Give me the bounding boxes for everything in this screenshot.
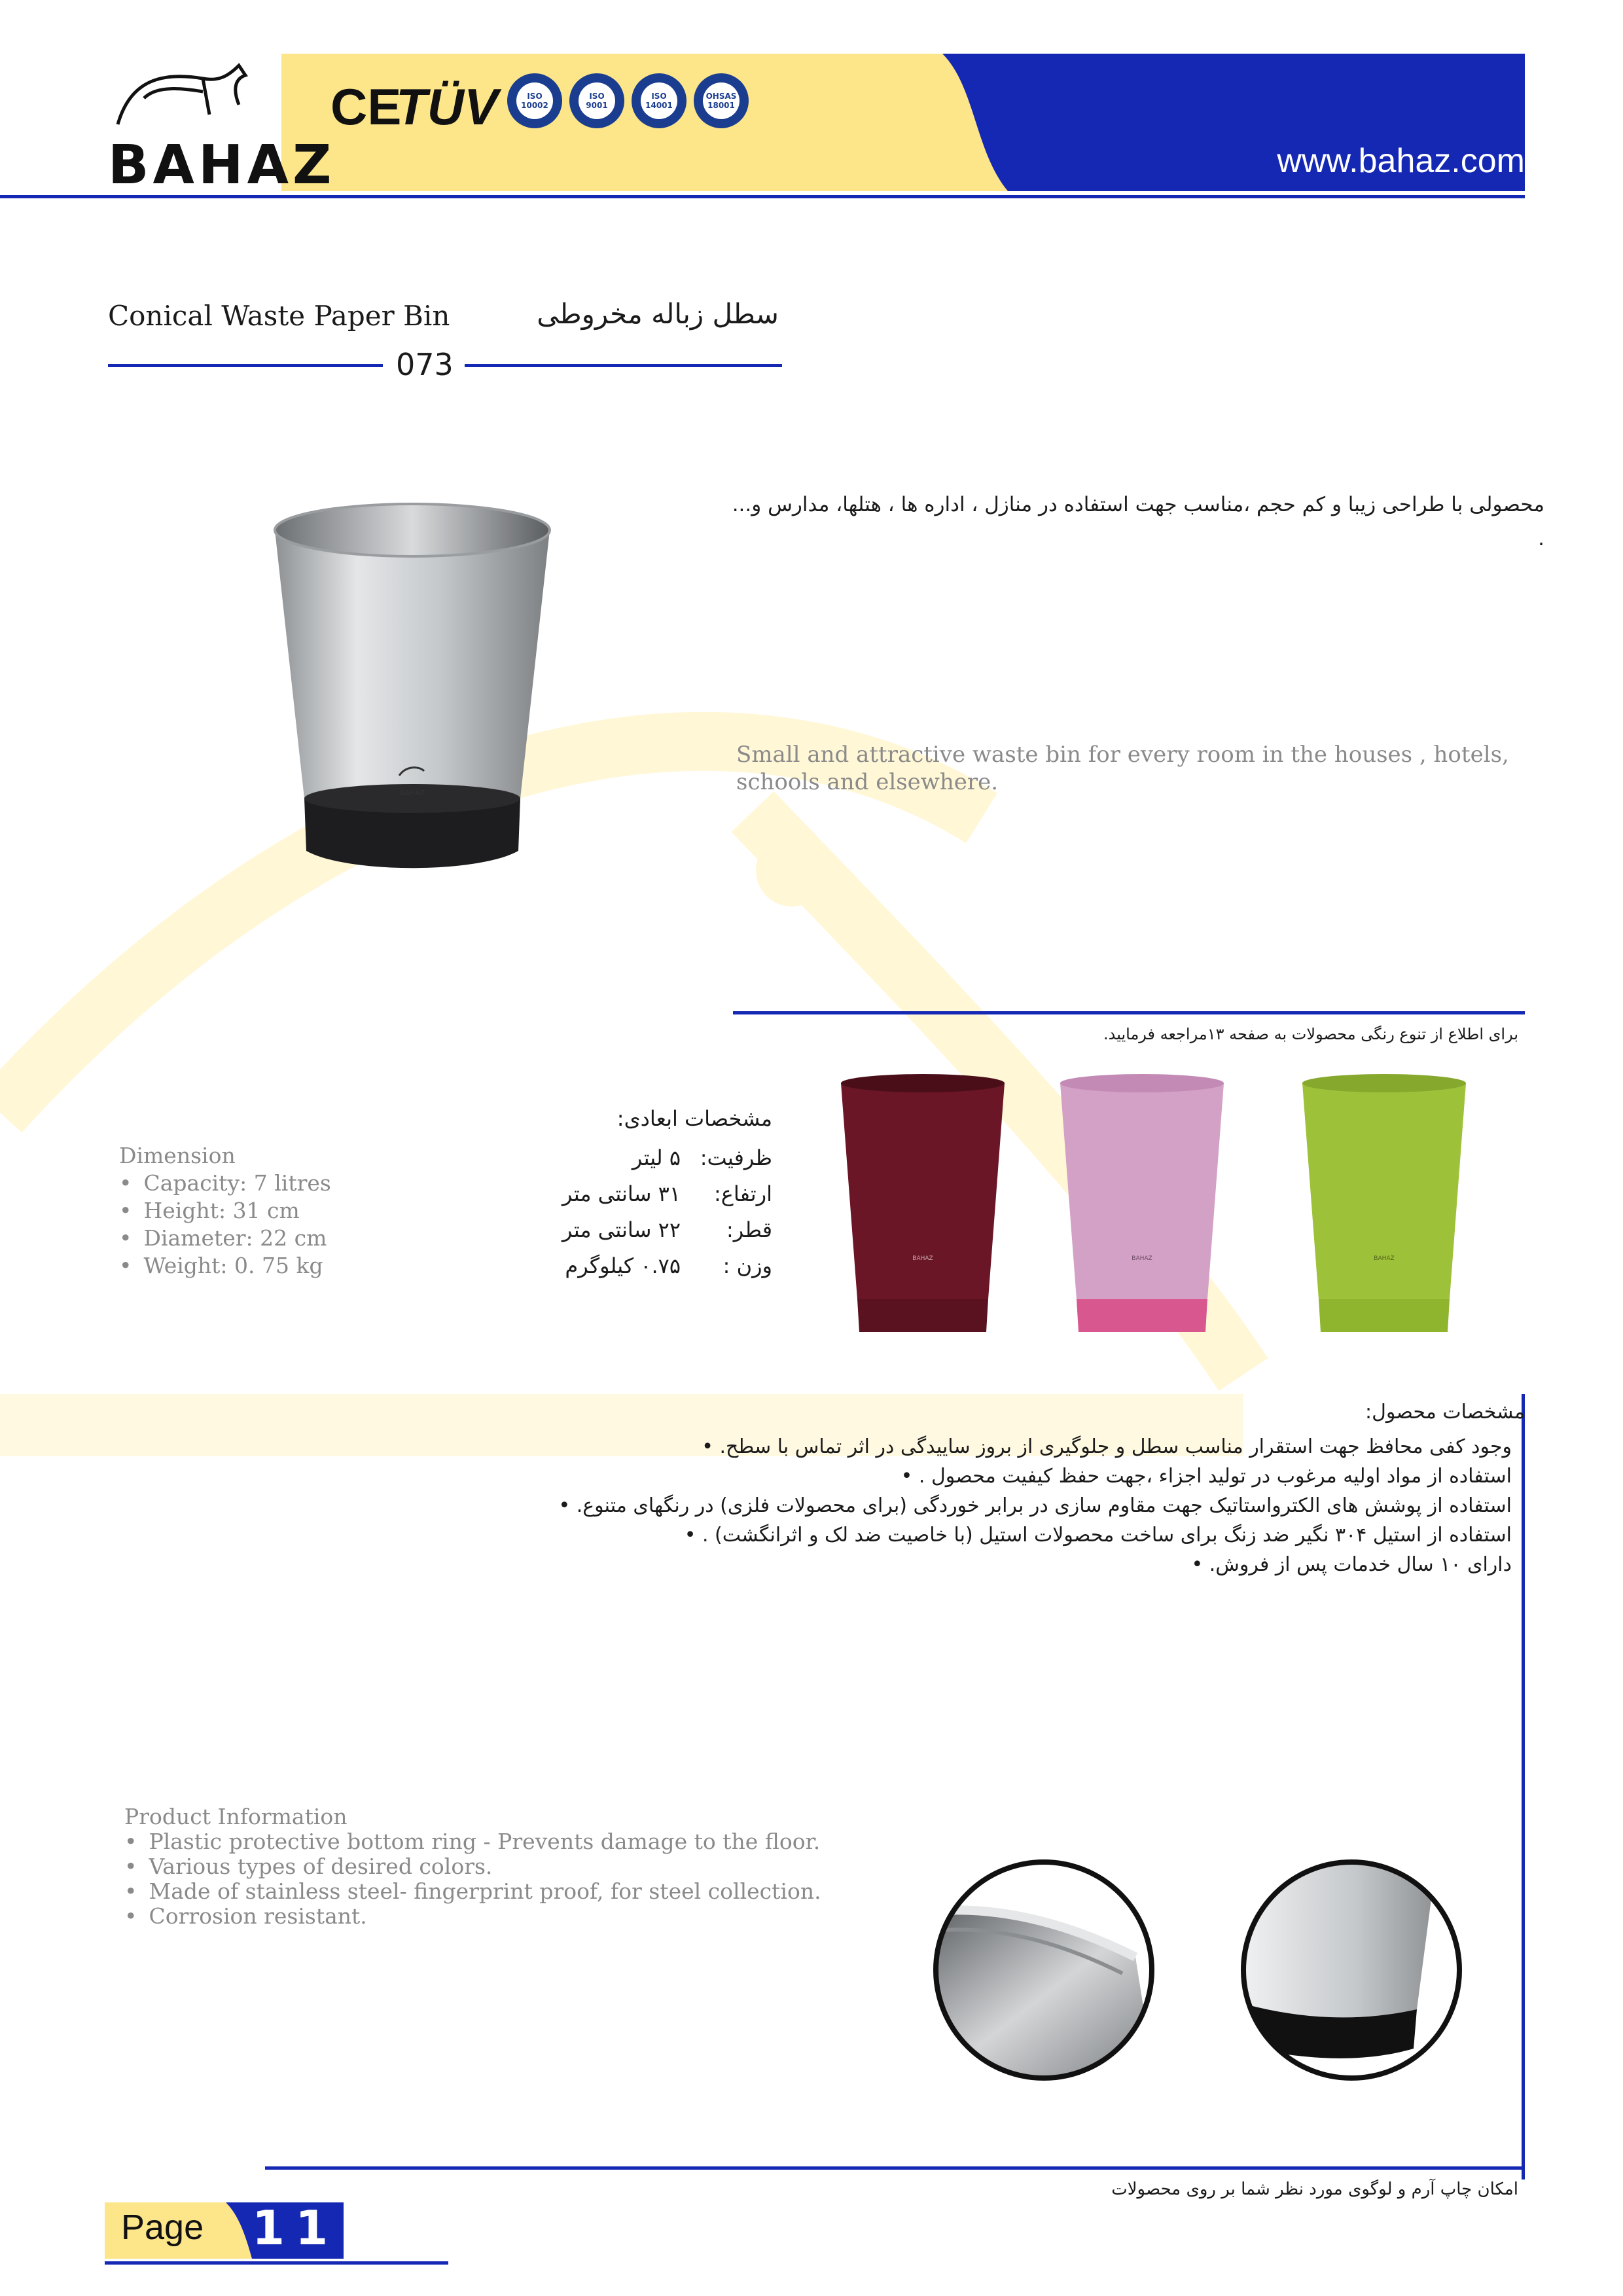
description-fa xyxy=(668,488,1544,556)
dimension-item: • Height: 31 cm xyxy=(119,1197,331,1225)
footer-rule-top xyxy=(265,2166,1525,2170)
color-variant-maroon-bin xyxy=(834,1073,1011,1335)
iso-badge-number: 9001 xyxy=(586,101,608,110)
dimension-value: ۲۲ سانتی متر xyxy=(562,1217,681,1242)
dimension-item: • Capacity: 7 litres xyxy=(119,1170,331,1197)
steel-bin-image xyxy=(262,497,563,877)
description-fa-line2: . xyxy=(1538,527,1544,550)
iso-14001-badge xyxy=(632,73,687,128)
iso-9001-badge xyxy=(569,73,624,128)
dimension-row-weight xyxy=(524,1253,772,1278)
iso-badge-number: 14001 xyxy=(645,101,673,110)
dimensions-title-fa: مشخصات ابعادی: xyxy=(616,1106,772,1131)
product-info-en xyxy=(124,1804,821,1929)
colors-rule xyxy=(733,1011,1525,1014)
iso-10002-badge xyxy=(507,73,562,128)
dimensions-en xyxy=(119,1142,331,1280)
dimension-value: ۵ لیتر xyxy=(632,1145,681,1170)
feature-item: استفاده از مواد اولیه مرغوب در تولید اجزاء ،جهت حفظ کیفیت محصول . • xyxy=(406,1462,1512,1491)
dimension-label: ارتفاع: xyxy=(713,1181,772,1206)
website-link[interactable]: www.bahaz.com xyxy=(1277,142,1525,180)
dimension-label: قطر: xyxy=(726,1217,772,1242)
logo-print-note: امکان چاپ آرم و لوگوی مورد نظر شما بر روی محصولات xyxy=(1111,2179,1518,2199)
brand-logo-text: BAHAZ xyxy=(108,134,336,196)
iso-badge-number: 18001 xyxy=(707,101,735,110)
info-item: • Various types of desired colors. xyxy=(124,1854,821,1879)
tuv-mark: TÜV xyxy=(396,78,498,135)
title-rule-left xyxy=(108,364,383,367)
dimensions-title-en: Dimension xyxy=(119,1143,236,1168)
features-title-fa: مشخصات محصول: xyxy=(1365,1401,1525,1424)
footer-rule-bottom xyxy=(105,2261,448,2265)
description-en: Small and attractive waste bin for every room in the houses , hotels, schools and elsewhere. xyxy=(736,742,1509,795)
page-number: 11 xyxy=(252,2200,339,2255)
color-variant-green-bin xyxy=(1296,1073,1472,1335)
iso-badge-label: OHSAS xyxy=(705,92,737,101)
ohsas-18001-badge xyxy=(694,73,749,128)
product-info-title: Product Information xyxy=(124,1804,348,1829)
info-item: • Made of stainless steel- fingerprint proof, for steel collection. xyxy=(124,1879,821,1904)
dimension-item: • Weight: 0. 75 kg xyxy=(119,1252,331,1280)
info-item: • Corrosion resistant. xyxy=(124,1904,821,1929)
detail-base-ring-closeup xyxy=(1240,1859,1463,2081)
iso-badge-number: 10002 xyxy=(521,101,548,110)
page-label: Page xyxy=(121,2208,204,2247)
detail-rim-closeup xyxy=(933,1859,1155,2081)
ce-mark: CE xyxy=(330,78,402,135)
feature-item: وجود کفی محافظ جهت استقرار مناسب سطل و جلوگیری از بروز ساییدگی در اثر تماس با سطح. • xyxy=(406,1432,1512,1462)
feature-item: استفاده از پوشش های الکترواستاتیک جهت مقاوم سازی در برابر خوردگی (برای محصولات فلزی) در رنگهای متنوع. • xyxy=(406,1491,1512,1520)
color-variety-note: برای اطلاع از تنوع رنگی محصولات به صفحه ۱۳مراجعه فرمایید. xyxy=(1103,1025,1518,1043)
dimension-label: ظرفیت: xyxy=(700,1145,772,1170)
product-title-en: Conical Waste Paper Bin xyxy=(108,300,450,332)
info-item: • Plastic protective bottom ring - Prevents damage to the floor. xyxy=(124,1829,821,1854)
dimension-row-diameter xyxy=(524,1217,772,1242)
horse-logo-icon xyxy=(105,52,262,137)
dimension-value: ۳۱ سانتی متر xyxy=(562,1181,681,1206)
features-list-fa xyxy=(406,1432,1512,1579)
features-side-rule xyxy=(1522,1394,1525,2179)
iso-badge-label: ISO xyxy=(651,92,667,101)
bin-brand-label: BAHAZ xyxy=(1374,1255,1395,1262)
product-title-fa: سطل زباله مخروطی xyxy=(537,298,779,330)
product-code: 073 xyxy=(396,347,454,382)
color-variant-pink-bin xyxy=(1054,1073,1230,1335)
bin-brand-label: BAHAZ xyxy=(912,1255,933,1262)
dimension-row-height xyxy=(524,1181,772,1206)
iso-badge-label: ISO xyxy=(527,92,543,101)
dimension-item: • Diameter: 22 cm xyxy=(119,1225,331,1252)
description-fa-line1: محصولی با طراحی زیبا و کم حجم ،مناسب جهت استفاده در منازل ، اداره ها ، هتلها، مدارس و... xyxy=(732,493,1544,516)
dimension-label: وزن : xyxy=(722,1253,772,1278)
bin-brand-label: BAHAZ xyxy=(1132,1255,1152,1262)
title-rule-right xyxy=(465,364,782,367)
dimension-value: ۰.۷۵ کیلوگرم xyxy=(565,1253,681,1278)
iso-badge-label: ISO xyxy=(589,92,605,101)
feature-item: استفاده از استیل ۳۰۴ نگیر ضد زنگ برای ساخت محصولات استیل (با خاصیت ضد لک و اثرانگشت) . • xyxy=(406,1520,1512,1550)
dimension-row-capacity xyxy=(524,1145,772,1170)
bin-brand-label: BAHAZ xyxy=(399,789,425,797)
feature-item: دارای ۱۰ سال خدمات پس از فروش. • xyxy=(406,1550,1512,1579)
